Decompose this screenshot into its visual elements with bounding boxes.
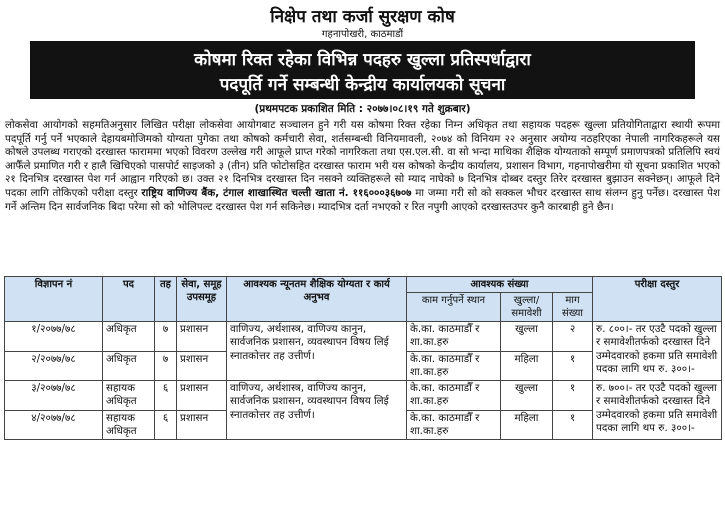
cell-service: प्रशासन: [177, 410, 227, 440]
vacancy-table: [4, 276, 722, 440]
cell-service: प्रशासन: [177, 322, 227, 352]
cell-level: ७: [155, 351, 177, 381]
cell-group: खुल्ला: [501, 381, 553, 411]
cell-advt-no: ३/२०७७/७८: [5, 381, 103, 411]
banner-line-2: पदपूर्ति गर्ने सम्बन्धी केन्द्रीय कार्यालयको सूचना: [219, 75, 506, 95]
notice-body-part-2: मा जम्मा गरी सो को सक्कल भौचर दरखास्त साथ संलग्न हुनु पर्नेछ। दरखास्त पेश गर्ने अन्तिम दिन सार्वजनिक बिदा परेमा सो को भोलिपल्ट दरखास्त पेश गर्न सकिनेछ। म्यादभित्र दर्ता नभएको र रित नपुगी आएको दरखास्तउपर कुनै कारबाही हुने छैन।: [5, 186, 720, 213]
cell-post: अधिकृत: [103, 322, 155, 352]
th-service: सेवा, समूह उपसमूह: [177, 277, 227, 322]
cell-service: प्रशासन: [177, 351, 227, 381]
notice-body: [5, 119, 720, 214]
cell-group: महिला: [501, 410, 553, 440]
cell-advt-no: १/२०७७/७८: [5, 322, 103, 352]
cell-count: १: [553, 410, 593, 440]
cell-fee-officer: रु. ८००।- तर एउटै पदको खुल्ला र समावेशीतर्फको दरखास्त दिने उम्मेदवारको हकमा प्रति समावेशी पदका लागि थप रु. ३००।-: [593, 322, 722, 381]
cell-group: महिला: [501, 351, 553, 381]
org-address: गहनापोखरी, काठमाडौं: [321, 29, 404, 40]
th-level: तह: [155, 277, 177, 322]
cell-service: प्रशासन: [177, 381, 227, 411]
table-row: [5, 322, 722, 352]
cell-count: १: [553, 351, 593, 381]
th-open-inclusive: खुल्ला/ समावेशी: [501, 293, 553, 322]
publication-date: (प्रथमपटक प्रकाशित मिति : २०७७।०८।१९ गते शुक्रबार): [254, 103, 471, 115]
table-header-row: [5, 277, 722, 293]
cell-workplace: के.का. काठमाडौँ र शा.का.हरु: [407, 322, 501, 352]
th-advt-no: विज्ञापन नं: [5, 277, 103, 322]
bank-account-info: राष्ट्रिय वाणिज्य बैंक, टंगाल शाखास्थित चल्ती खाता नं. ११६०००३६७०७: [141, 186, 412, 199]
cell-count: १: [553, 381, 593, 411]
cell-level: ७: [155, 322, 177, 352]
cell-workplace: के.का. काठमाडौँ र शा.का.हरु: [407, 410, 501, 440]
cell-level: ६: [155, 381, 177, 411]
cell-group: खुल्ला: [501, 322, 553, 352]
notice-banner: [30, 41, 695, 99]
th-required-count: आवश्यक संख्या: [407, 277, 593, 293]
org-name: निक्षेप तथा कर्जा सुरक्षण कोष: [270, 7, 455, 27]
cell-qualification-officer: वाणिज्य, अर्थशास्त्र, वाणिज्य कानुन, सार्वजनिक प्रशासन, व्यवस्थापन विषय लिई स्नातकोत्तर तह उत्तीर्ण।: [227, 322, 407, 381]
th-exam-fee: परीक्षा दस्तुर: [593, 277, 722, 322]
cell-level: ६: [155, 410, 177, 440]
th-post: पद: [103, 277, 155, 322]
th-workplace: काम गर्नुपर्ने स्थान: [407, 293, 501, 322]
cell-fee-asst: रु. ७००।- तर एउटै पदको खुल्ला र समावेशीतर्फको दरखास्त दिने उम्मेदवारको हकमा प्रति समावेशी पदका लागि थप रु. ३००।-: [593, 381, 722, 440]
table-row: [5, 381, 722, 411]
cell-advt-no: २/२०७७/७८: [5, 351, 103, 381]
notice-body-part-1: लोकसेवा आयोगको सहमतिअनुसार लिखित परीक्षा लोकसेवा आयोगबाट सञ्चालन हुने गरी यस कोषमा रिक्त रहेका निम्न अधिकृत तथा सहायक पदहरू खुल्ला प्रतियोगिताद्वारा स्थायी रूपमा पदपूर्ति गर्नु पर्ने भएकाले देहायबमोजिमको योग्यता पुगेका तथा कोषको कर्मचारी सेवा, शर्तसम्बन्धी विनियमावली, २०७४ को विनियम २२ अनुसार अयोग्य नठहरिएका नेपाली नागरिकहरूले यस कोषले उपलब्ध गराएको दरखास्त फाराममा भएको विवरण उल्लेख गरी आफूले प्राप्त गरेको नागरिकता तथा एस.एल.सी. वा सो भन्दा माथिका शैक्षिक योग्यताको सम्पूर्ण प्रमाणपत्रको प्रतिलिपि स्वयं आफैँले प्रमाणित गरी र हालै खिचिएको पासपोर्ट साइजको ३ (तीन) प्रति फोटोसहित दरखास्त फाराम भरी यस कोषको केन्द्रीय कार्यालय, प्रशासन विभाग, गहनापोखरीमा यो सूचना प्रकाशित भएको २१ दिनभित्र दरखास्त पेश गर्न आह्वान गरिएको छ। उक्त २१ दिनभित्र दरखास्त दिन नसक्ने व्यक्तिहरूले सो म्याद नाघेको ७ दिनभित्र दोब्बर दस्तुर तिरेर दरखास्त बुझाउन सक्नेछन्। आफूले दिने पदका लागि तोकिएको परीक्षा दस्तुर: [5, 119, 720, 199]
cell-advt-no: ४/२०७७/७८: [5, 410, 103, 440]
cell-workplace: के.का. काठमाडौँ र शा.का.हरु: [407, 351, 501, 381]
cell-post: सहायक अधिकृत: [103, 381, 155, 411]
cell-qualification-asst: वाणिज्य, अर्थशास्त्र, वाणिज्य कानुन, सार्वजनिक प्रशासन, व्यवस्थापन विषय लिई स्नातकोत्तर तह उत्तीर्ण।: [227, 381, 407, 440]
banner-line-1: कोषमा रिक्त रहेका विभिन्न पदहरु खुल्ला प्रतिस्पर्धाद्वारा: [194, 50, 531, 70]
cell-count: २: [553, 322, 593, 352]
cell-post: सहायक अधिकृत: [103, 410, 155, 440]
cell-post: अधिकृत: [103, 351, 155, 381]
cell-workplace: के.का. काठमाडौँ र शा.का.हरु: [407, 381, 501, 411]
th-demand-count: माग संख्या: [553, 293, 593, 322]
th-qualification: आवश्यक न्यूनतम शैक्षिक योग्यता र कार्य अनुभव: [227, 277, 407, 322]
